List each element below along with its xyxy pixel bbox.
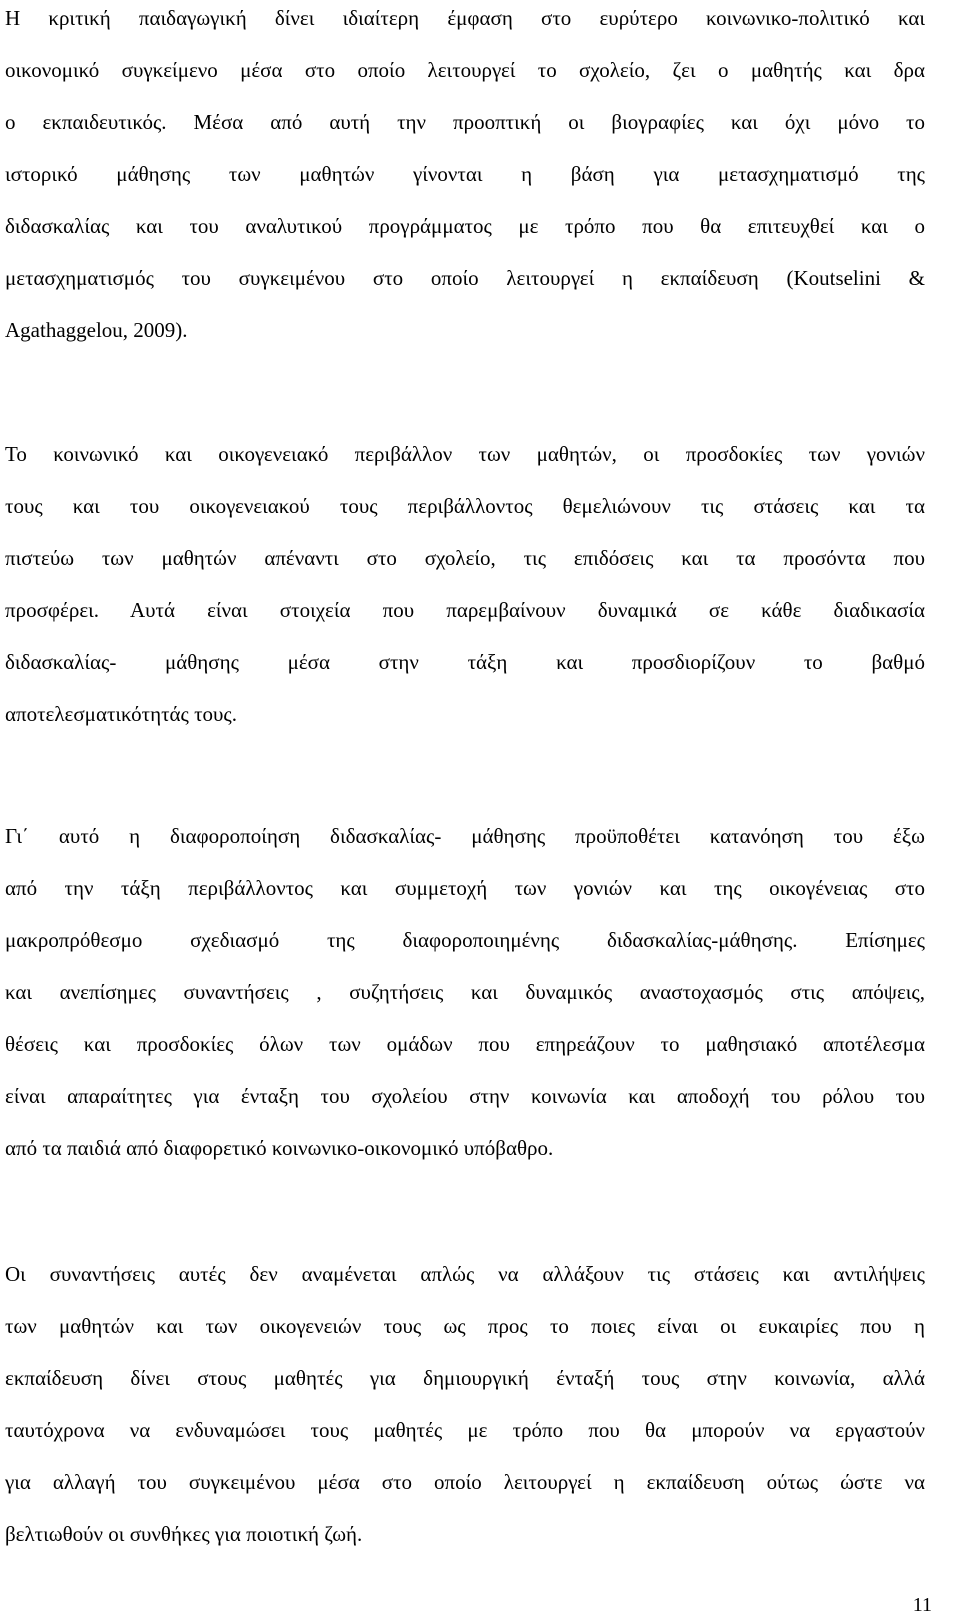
- text-line: Agathaggelou, 2009).: [5, 318, 188, 342]
- text-line: μακροπρόθεσμο σχεδιασμό της διαφοροποιημένης διδασκαλίας-μάθησης. Επίσημες: [5, 928, 925, 952]
- text-line: προσφέρει. Αυτά είναι στοιχεία που παρεμβαίνουν δυναμικά σε κάθε διαδικασία: [5, 598, 925, 622]
- text-line: βελτιωθούν οι συνθήκες για ποιοτική ζωή.: [5, 1522, 363, 1546]
- text-line: και ανεπίσημες συναντήσεις , συζητήσεις και δυναμικός αναστοχασμός στις απόψεις,: [5, 980, 925, 1004]
- page-number: 11: [912, 1594, 932, 1616]
- text-line: οικονομικό συγκείμενο μέσα στο οποίο λειτουργεί το σχολείο, ζει ο μαθητής και δρα: [5, 58, 925, 82]
- text-line: εκπαίδευση δίνει στους μαθητές για δημιουργική ένταξή τους στην κοινωνία, αλλά: [5, 1366, 925, 1390]
- text-line: από τα παιδιά από διαφορετικό κοινωνικο-οικονομικό υπόβαθρο.: [5, 1136, 554, 1160]
- text-line: ο εκπαιδευτικός. Μέσα από αυτή την προοπτική οι βιογραφίες και όχι μόνο το: [5, 110, 925, 134]
- text-line: διδασκαλίας και του αναλυτικού προγράμματος με τρόπο που θα επιτευχθεί και ο: [5, 214, 925, 238]
- text-line: διδασκαλίας- μάθησης μέσα στην τάξη και προσδιορίζουν το βαθμό: [5, 650, 925, 674]
- text-line: των μαθητών και των οικογενειών τους ως προς το ποιες είναι οι ευκαιρίες που η: [5, 1314, 925, 1338]
- text-line: Το κοινωνικό και οικογενειακό περιβάλλον των μαθητών, οι προσδοκίες των γονιών: [5, 442, 925, 466]
- text-line: τους και του οικογενειακού τους περιβάλλοντος θεμελιώνουν τις στάσεις και τα: [5, 494, 925, 518]
- text-line: θέσεις και προσδοκίες όλων των ομάδων που επηρεάζουν το μαθησιακό αποτέλεσμα: [5, 1032, 925, 1056]
- text-line: για αλλαγή του συγκειμένου μέσα στο οποίο λειτουργεί η εκπαίδευση ούτως ώστε να: [5, 1470, 925, 1494]
- text-line: από την τάξη περιβάλλοντος και συμμετοχή των γονιών και της οικογένειας στο: [5, 876, 925, 900]
- text-line: μετασχηματισμός του συγκειμένου στο οποίο λειτουργεί η εκπαίδευση (Koutselini &: [5, 266, 925, 290]
- text-line: ιστορικό μάθησης των μαθητών γίνονται η βάση για μετασχηματισμό της: [5, 162, 925, 186]
- text-line: ταυτόχρονα να ενδυναμώσει τους μαθητές με τρόπο που θα μπορούν να εργαστούν: [5, 1418, 925, 1442]
- text-line: είναι απαραίτητες για ένταξη του σχολείου στην κοινωνία και αποδοχή του ρόλου του: [5, 1084, 925, 1108]
- text-line: αποτελεσματικότητάς τους.: [5, 702, 237, 726]
- text-line: Γι΄ αυτό η διαφοροποίηση διδασκαλίας- μάθησης προϋποθέτει κατανόηση του έξω: [5, 824, 925, 848]
- text-line: πιστεύω των μαθητών απέναντι στο σχολείο, τις επιδόσεις και τα προσόντα που: [5, 546, 925, 570]
- text-line: Οι συναντήσεις αυτές δεν αναμένεται απλώς να αλλάξουν τις στάσεις και αντιλήψεις: [5, 1262, 925, 1286]
- text-line: Η κριτική παιδαγωγική δίνει ιδιαίτερη έμφαση στο ευρύτερο κοινωνικο-πολιτικό και: [5, 6, 925, 30]
